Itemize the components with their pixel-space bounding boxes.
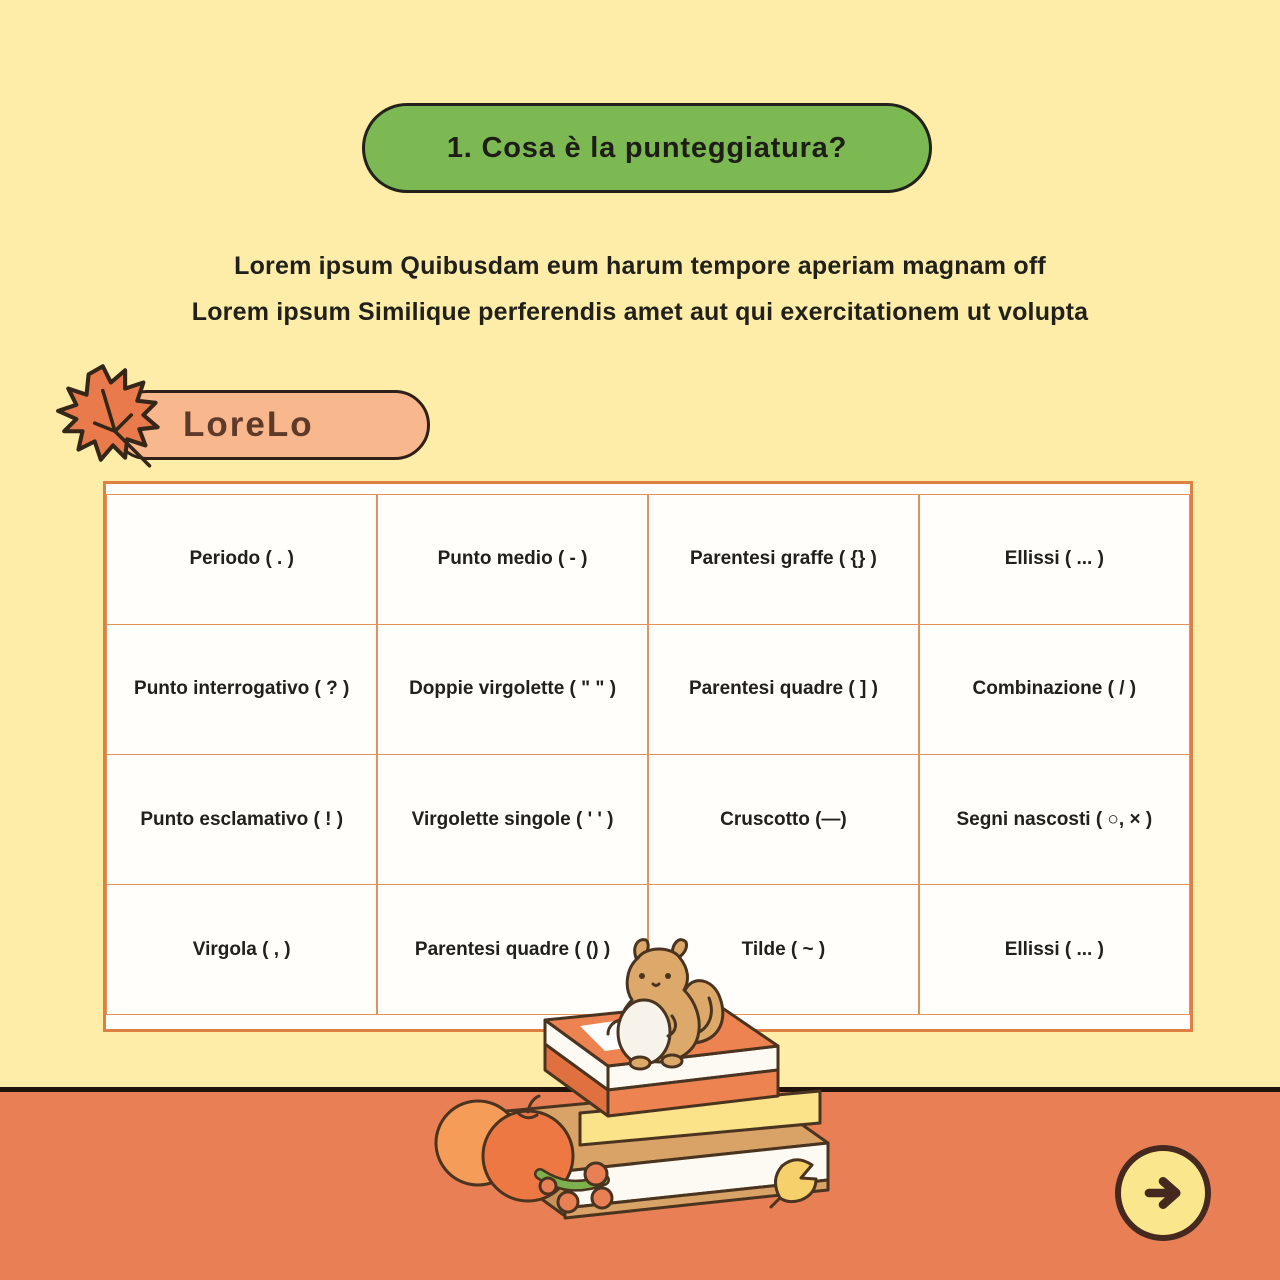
section-label: LoreLo <box>183 405 314 444</box>
table-cell: Parentesi quadre ( ] ) <box>649 625 918 754</box>
table-cell: Virgola ( , ) <box>107 885 376 1014</box>
table-cell: Punto esclamativo ( ! ) <box>107 755 376 884</box>
table-cell: Periodo ( . ) <box>107 495 376 624</box>
table-cell: Combinazione ( / ) <box>920 625 1189 754</box>
page-title: 1. Cosa è la punteggiatura? <box>446 131 848 164</box>
squirrel-on-books-illustration <box>420 928 860 1240</box>
table-cell: Parentesi graffe ( {} ) <box>649 495 918 624</box>
table-cell: Doppie virgolette ( " " ) <box>378 625 647 754</box>
table-cell: Segni nascosti ( ○, × ) <box>920 755 1189 884</box>
table-cell: Punto medio ( - ) <box>378 495 647 624</box>
title-badge <box>362 103 932 193</box>
intro-line-2: Lorem ipsum Similique perferendis amet aut qui exercitationem ut volupta <box>191 298 1089 326</box>
intro-line-1: Lorem ipsum Quibusdam eum harum tempore aperiam magnam off <box>234 252 1046 280</box>
table-cell: Tilde ( ~ ) <box>649 885 918 1014</box>
table-cell: Parentesi quadre ( () ) <box>378 885 647 1014</box>
table-cell: Punto interrogativo ( ? ) <box>107 625 376 754</box>
table-cell: Ellissi ( ... ) <box>920 495 1189 624</box>
arrow-right-icon <box>1138 1168 1188 1218</box>
next-button[interactable] <box>1115 1145 1211 1241</box>
table-cell: Cruscotto (—) <box>649 755 918 884</box>
maple-leaf-icon <box>50 360 182 472</box>
table-cell: Ellissi ( ... ) <box>920 885 1189 1014</box>
table-cell: Virgolette singole ( ' ' ) <box>378 755 647 884</box>
